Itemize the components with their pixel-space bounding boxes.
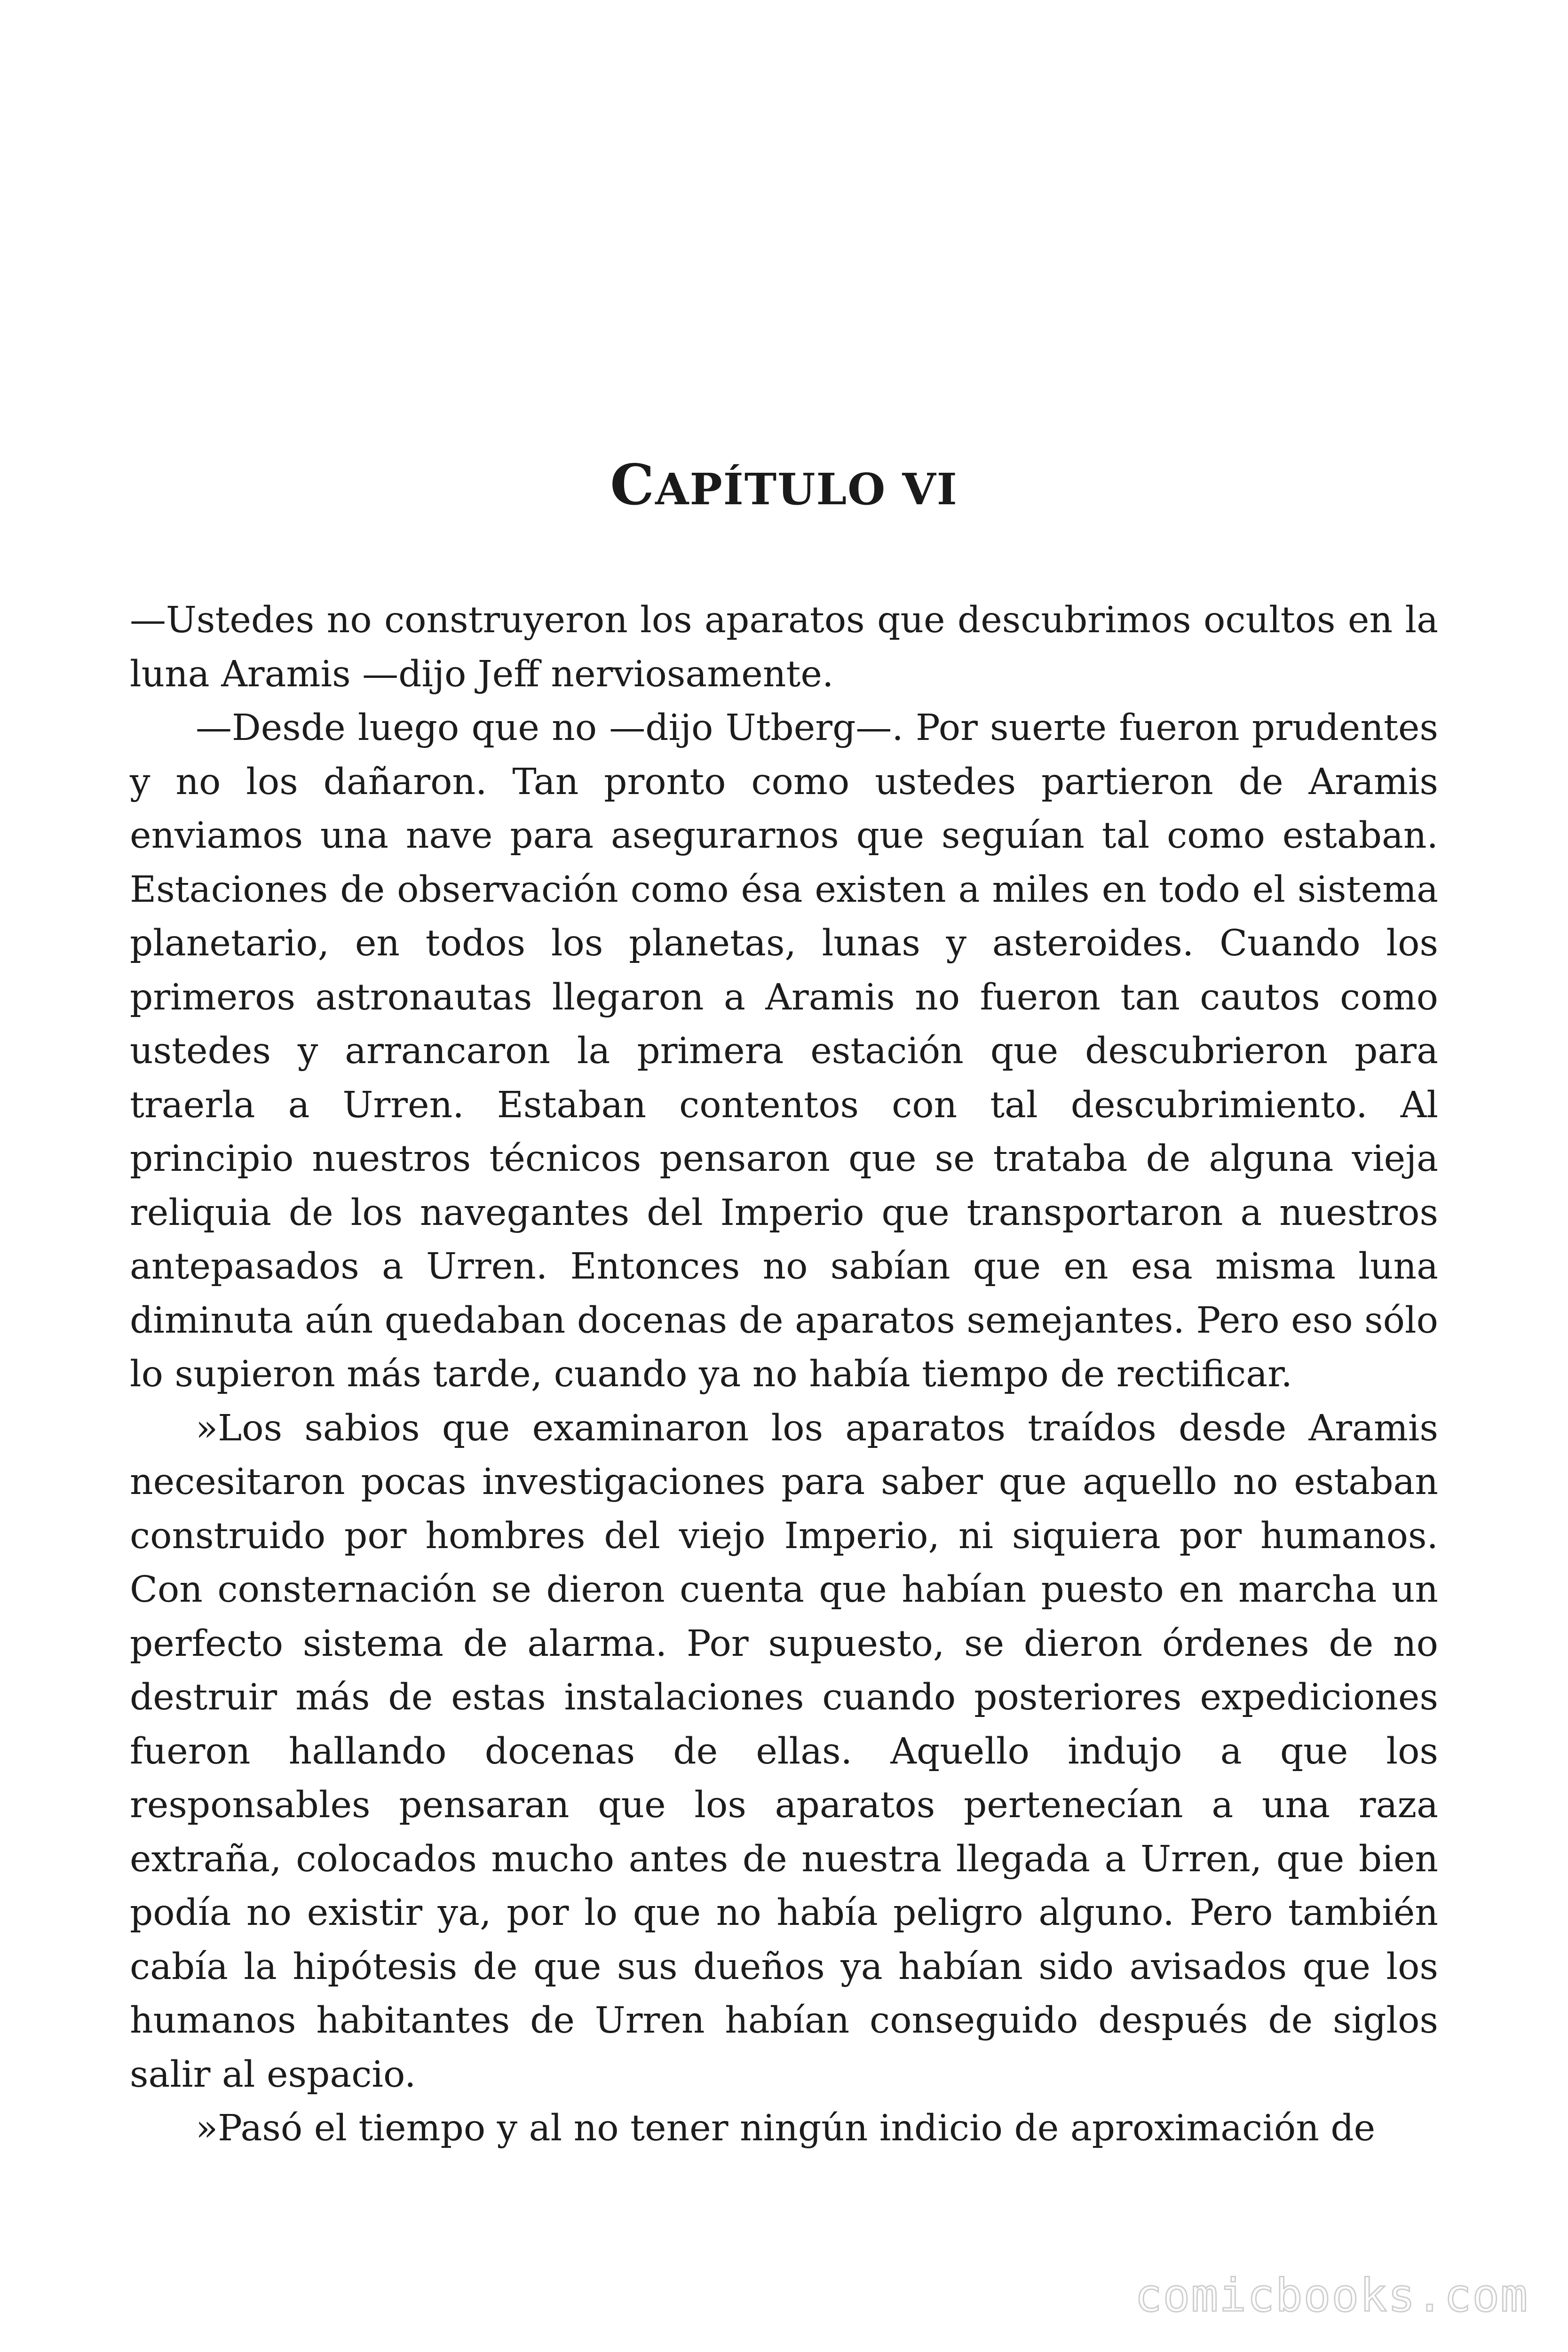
paragraph-4: »Pasó el tiempo y al no tener ningún indicio de aproximación de — [196, 2107, 1376, 2149]
chapter-body — [130, 594, 1438, 2156]
chapter-title — [0, 452, 1568, 518]
watermark: comicbooks.com — [1134, 2269, 1528, 2322]
paragraph-2: —Desde luego que no —dijo Utberg—. Por suerte fueron prudentes y no los dañaron. Tan pronto como ustedes partieron de Aramis enviamos una nave para asegurarnos que seguían tal como estaban. Estaciones de observación como ésa existen a miles en todo el sistema planetario, en todos los planetas, lunas y asteroides. Cuando los primeros astronautas llegaron a Aramis no fueron tan cautos como ustedes y arrancaron la primera estación que descubrieron para traerla a Urren. Estaban contentos con tal descubrimiento. Al principio nuestros técnicos pensaron que se trataba de alguna vieja reliquia de los navegantes del Imperio que transportaron a nuestros antepasados a Urren. Entonces no sabían que en esa misma luna diminuta aún quedaban docenas de aparatos semejantes. Pero eso sólo lo supieron más tarde, cuando ya no había tiempo de rectificar. — [130, 707, 1438, 1395]
chapter-title-rest: APÍTULO VI — [655, 464, 958, 515]
paragraph-3: »Los sabios que examinaron los aparatos traídos desde Aramis necesitaron pocas investigaciones para saber que aquello no estaban construido por hombres del viejo Imperio, ni siquiera por humanos. Con consternación se dieron cuenta que habían puesto en marcha un perfecto sistema de alarma. Por supuesto, se dieron órdenes de no destruir más de estas instalaciones cuando posteriores expediciones fueron hallando docenas de ellas. Aquello indujo a que los responsables pensaran que los aparatos pertenecían a una raza extraña, colocados mucho antes de nuestra llegada a Urren, que bien podía no existir ya, por lo que no había peligro alguno. Pero también cabía la hipótesis de que sus dueños ya habían sido avisados que los humanos habitantes de Urren habían conseguido después de siglos salir al espacio. — [130, 1407, 1438, 2096]
chapter-title-initial: C — [610, 452, 656, 517]
paragraph-1: —Ustedes no construyeron los aparatos que descubrimos ocultos en la luna Aramis —dijo Jeff nerviosamente. — [130, 599, 1438, 695]
